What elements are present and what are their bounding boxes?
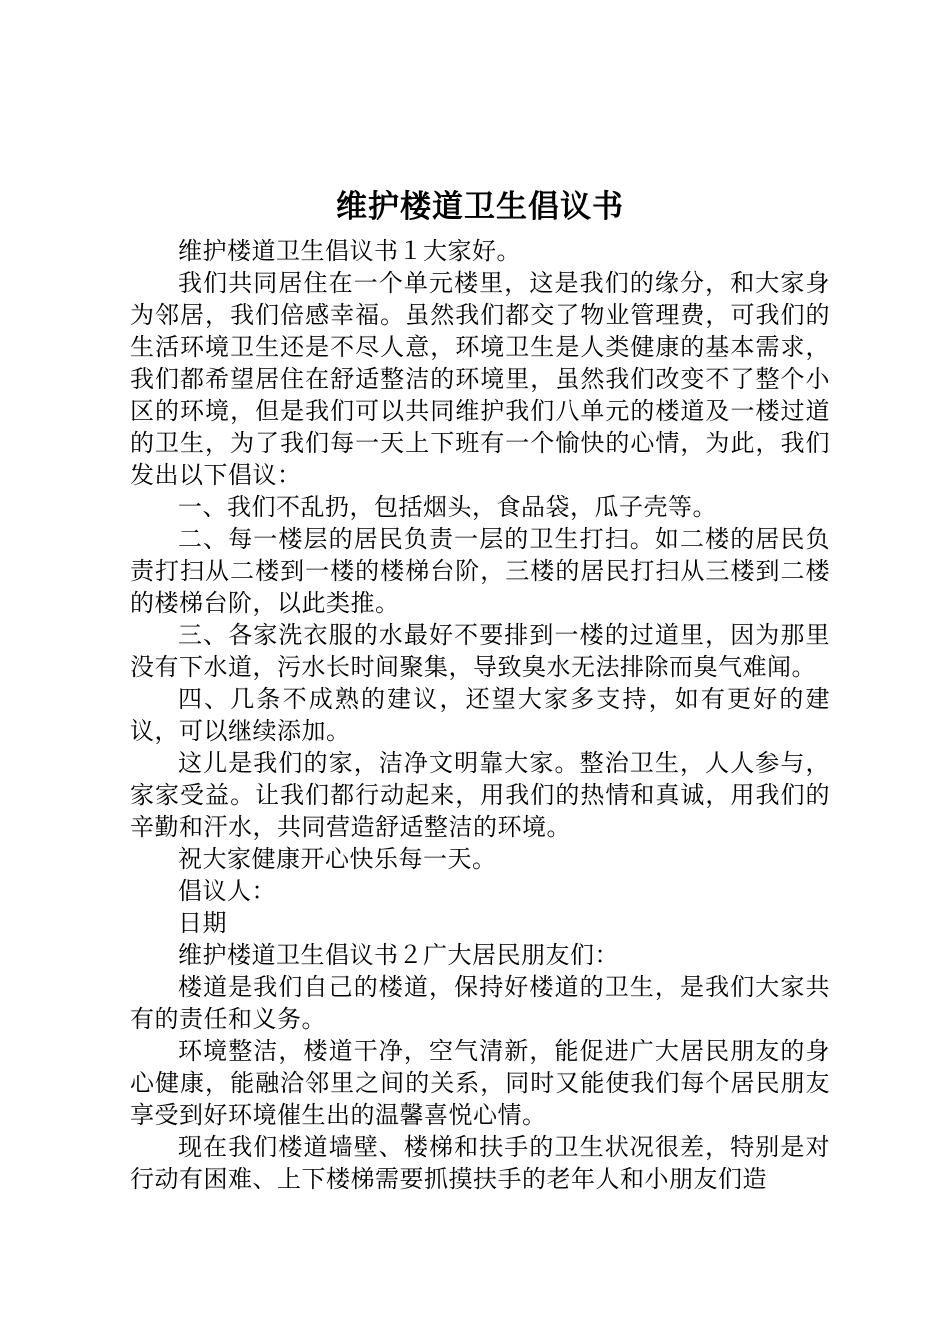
paragraph-11: 维护楼道卫生倡议书２广大居民朋友们： — [178, 941, 619, 969]
paragraph-6: 四、几条不成熟的建议，还望大家多支持，如有更好的建议，可以继续添加。 — [130, 685, 830, 745]
paragraph-14: 现在我们楼道墙壁、楼梯和扶手的卫生状况很差，特别是对行动有困难、上下楼梯需要抓摸扶手的老年人和小朋友们造 — [130, 1133, 830, 1193]
document-page — [130, 183, 830, 1195]
paragraph-8: 祝大家健康开心快乐每一天。 — [178, 845, 497, 873]
paragraph-2: 我们共同居住在一个单元楼里，这是我们的缘分，和大家身为邻居，我们倍感幸福。虽然我们都交了物业管理费，可我们的生活环境卫生还是不尽人意，环境卫生是人类健康的基本需求，我们都希望居住在舒适整洁的环境里，虽然我们改变不了整个小区的环境，但是我们可以共同维护我们八单元的楼道及一楼过道的卫生，为了我们每一天上下班有一个愉快的心情，为此，我们发出以下倡议： — [130, 269, 830, 489]
paragraph-7: 这儿是我们的家，洁净文明靠大家。整治卫生，人人参与，家家受益。让我们都行动起来，用我们的热情和真诚，用我们的辛勤和汗水，共同营造舒适整洁的环境。 — [130, 749, 830, 841]
paragraph-10: 日期 — [178, 909, 227, 937]
paragraph-12: 楼道是我们自己的楼道，保持好楼道的卫生，是我们大家共有的责任和义务。 — [130, 973, 830, 1033]
paragraph-3: 一、我们不乱扔，包括烟头，食品袋，瓜子壳等。 — [178, 493, 717, 521]
paragraph-13: 环境整洁，楼道干净，空气清新，能促进广大居民朋友的身心健康，能融洽邻里之间的关系，同时又能使我们每个居民朋友享受到好环境催生出的温馨喜悦心情。 — [130, 1037, 830, 1129]
paragraph-1: 维护楼道卫生倡议书１大家好。 — [178, 237, 521, 265]
document-title: 维护楼道卫生倡议书 — [336, 189, 624, 225]
paragraph-4: 二、每一楼层的居民负责一层的卫生打扫。如二楼的居民负责打扫从二楼到一楼的楼梯台阶，三楼的居民打扫从三楼到二楼的楼梯台阶，以此类推。 — [130, 525, 830, 617]
paragraph-5: 三、各家洗衣服的水最好不要排到一楼的过道里，因为那里没有下水道，污水长时间聚集，导致臭水无法排除而臭气难闻。 — [130, 621, 830, 681]
paragraph-9: 倡议人： — [178, 877, 276, 905]
